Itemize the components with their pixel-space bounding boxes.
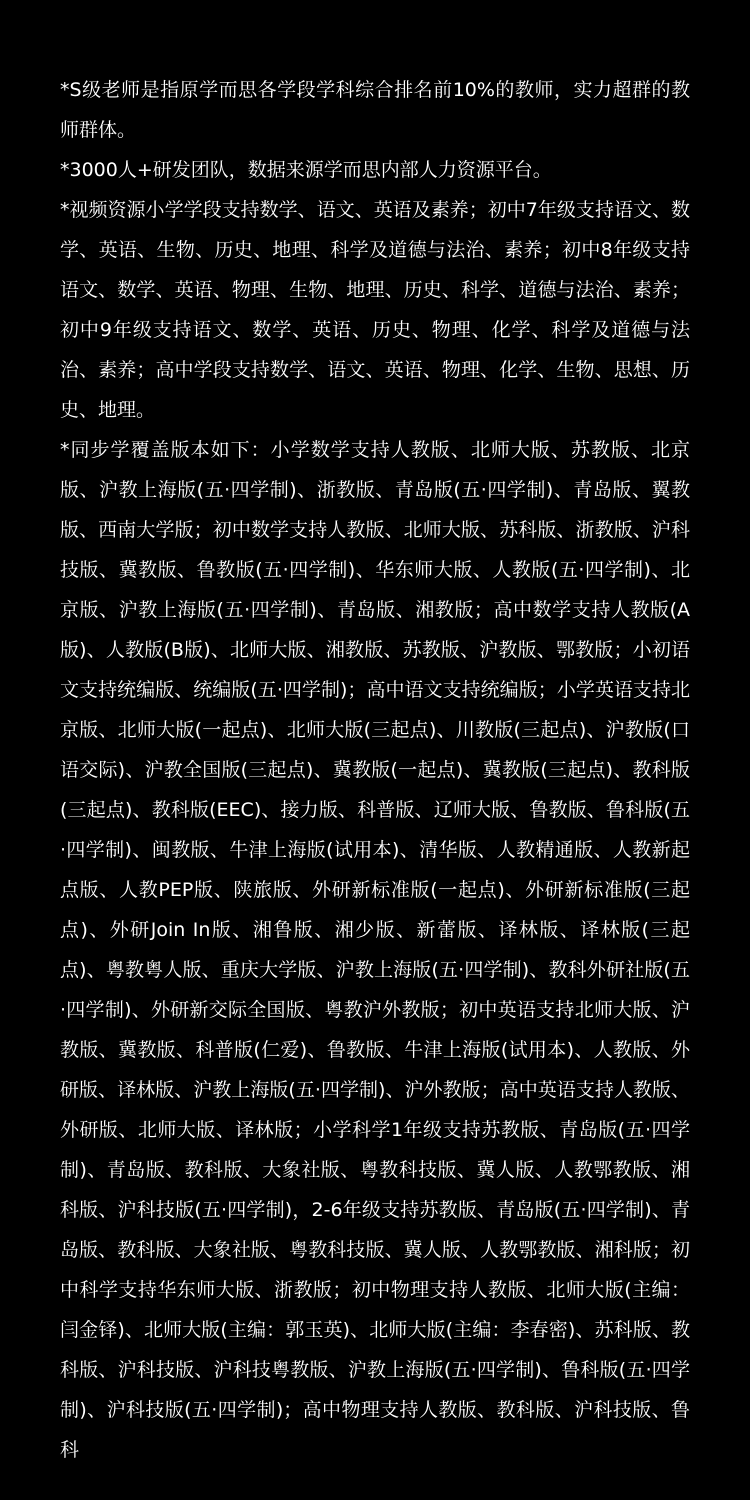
footnote-textbook-versions: *同步学覆盖版本如下：小学数学支持人教版、北师大版、苏教版、北京版、沪教上海版(五·四学制)、浙教版、青岛版(五·四学制)、青岛版、翼教版、西南大学版；初中数学支持人教版、北师大版、苏科版、浙教版、沪科技版、冀教版、鲁教版(五·四学制)、华东师大版、人教版(五·四学制)、北京版、沪教上海版(五·四学制)、青岛版、湘教版；高中数学支持人教版(A版)、人教版(B版)、北师大版、湘教版、苏教版、沪教版、鄂教版；小初语文支持统编版、统编版(五·四学制)；高中语文支持统编版；小学英语支持北京版、北师大版(一起点)、北师大版(三起点)、川教版(三起点)、沪教版(口语交际)、沪教全国版(三起点)、冀教版(一起点)、冀教版(三起点)、教科版(三起点)、教科版(EEC)、接力版、科普版、辽师大版、鲁教版、鲁科版(五·四学制)、闽教版、牛津上海版(试用本)、清华版、人教精通版、人教新起点版、人教PEP版、陕旅版、外研新标准版(一起点)、外研新标准版(三起点)、外研Join In版、湘鲁版、湘少版、新蕾版、译林版、译林版(三起点)、粤教粤人版、重庆大学版、沪教上海版(五·四学制)、教科外研社版(五·四学制)、外研新交际全国版、粤教沪外教版；初中英语支持北师大版、沪教版、冀教版、科普版(仁爱)、鲁教版、牛津上海版(试用本)、人教版、外研版、译林版、沪教上海版(五·四学制)、沪外教版；高中英语支持人教版、外研版、北师大版、译林版；小学科学1年级支持苏教版、青岛版(五·四学制)、青岛版、教科版、大象社版、粤教科技版、冀人版、人教鄂教版、湘科版、沪科技版(五·四学制)，2-6年级支持苏教版、青岛版(五·四学制)、青岛版、教科版、大象社版、粤教科技版、冀人版、人教鄂教版、湘科版；初中科学支持华东师大版、浙教版；初中物理支持人教版、北师大版(主编：闫金铎)、北师大版(主编：郭玉英)、北师大版(主编：李春密)、苏科版、教科版、沪科技版、沪科技粤教版、沪教上海版(五·四学制)、鲁科版(五·四学制)、沪科技版(五·四学制)；高中物理支持人教版、教科版、沪科技版、鲁科 (60, 439, 690, 1461)
footnote-s-level-teachers: *S级老师是指原学而思各学段学科综合排名前10%的教师，实力超群的教师群体。 (60, 79, 690, 141)
footnote-video-resources: *视频资源小学学段支持数学、语文、英语及素养；初中7年级支持语文、数学、英语、生物、历史、地理、科学及道德与法治、素养；初中8年级支持语文、数学、英语、物理、生物、地理、历史、科学、道德与法治、素养；初中9年级支持语文、数学、英语、历史、物理、化学、科学及道德与法治、素养；高中学段支持数学、语文、英语、物理、化学、生物、思想、历史、地理。 (60, 199, 690, 421)
footnotes-section (60, 70, 690, 1470)
footnote-research-team: *3000人+研发团队，数据来源学而思内部人力资源平台。 (60, 159, 552, 181)
